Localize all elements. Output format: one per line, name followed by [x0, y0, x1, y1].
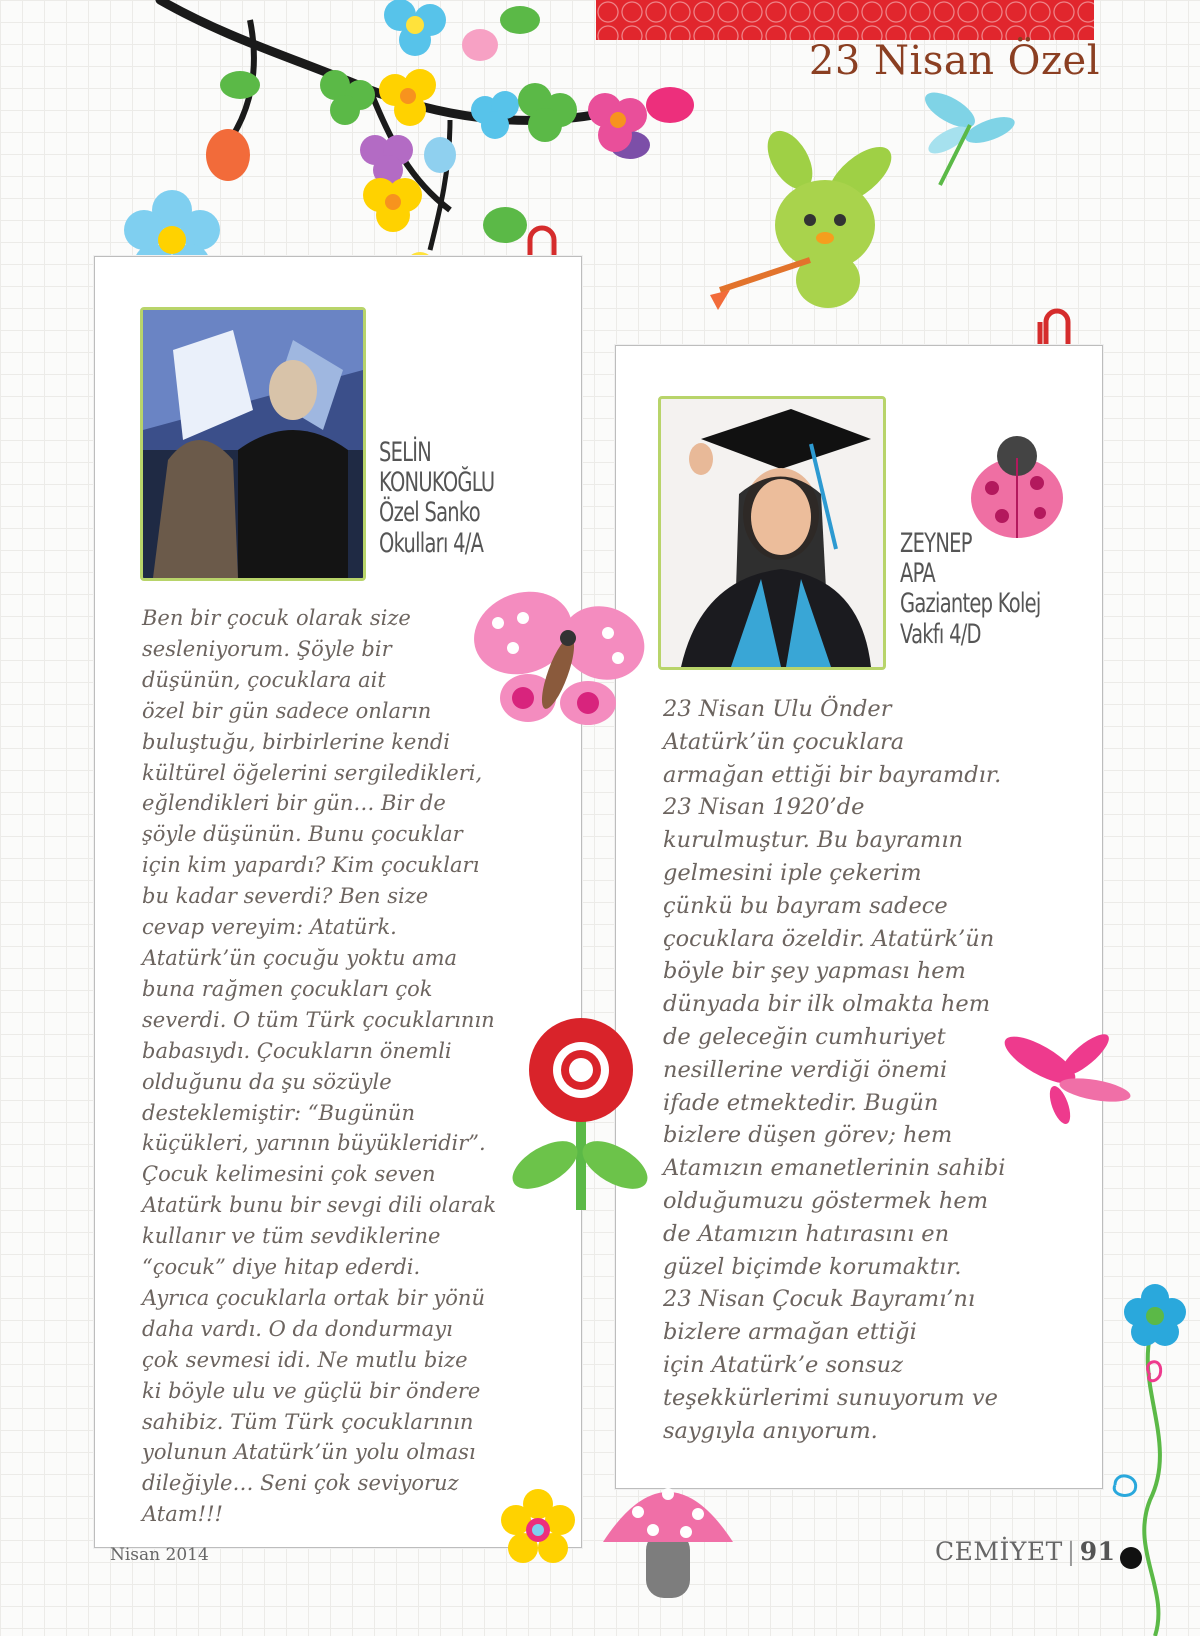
butterfly-icon [468, 588, 648, 738]
author-photo-1 [140, 307, 366, 581]
author-class: Okulları 4/A [379, 527, 484, 559]
bunny-icon [710, 130, 910, 320]
footer-separator: | [1066, 1537, 1076, 1566]
article-body-2: 23 Nisan Ulu Önder Atatürk’ün çocuklara armağan ettiği bir bayramdır. 23 Nisan 1920’de kurulmuştur. Bu bayramın gelmesini iple çekerim çünkü bu bayram sadece çocuklara özeldir. Atatürk’ün böyle bir şey yapması hem dünyada bir ilk olmakta hem de geleceğin cumhuriyet nesillerine verdiği önemi ifade etmektedir. Bugün bizlere düşen görev; hem Atamızın emanetlerinin sahibi olduğumuzu göstermek hem de Atamızın hatırasını en güzel biçimde korumaktır. 23 Nisan Çocuk Bayramı’nı bizlere armağan ettiği için Atatürk’e sonsuz teşekkürlerimi sunuyorum ve saygıyla anıyorum. [663, 696, 1006, 1444]
section-title: 23 Nisan Özel [808, 38, 1100, 84]
mushroom-icon [598, 1462, 738, 1602]
author-photo-2 [658, 396, 886, 670]
author-last-name: APA [900, 558, 935, 590]
pink-flower-icon [1000, 1020, 1140, 1130]
author-first-name: SELİN [379, 437, 432, 468]
author-school: Gaziantep Kolej [900, 588, 1041, 620]
page-number: 91 [1079, 1537, 1116, 1566]
author-byline-1 [379, 438, 539, 559]
flower-branch-icon [150, 0, 750, 300]
flower-vine-icon [1110, 1280, 1200, 1636]
article-body-1: Ben bir çocuk olarak size sesleniyorum. Şöyle bir düşünün, çocuklara ait özel bir gün sadece onların buluştuğu, birbirlerine kendi kültürel öğelerini sergiledikleri, eğlendikleri bir gün… Bir de şöyle düşünün. Bunu çocuklar için kim yapardı? Kim çocukları bu kadar severdi? Ben size cevap vereyim: Atatürk. Atatürk’ün çocuğu yoktu ama buna rağmen çocukları çok severdi. O tüm Türk çocuklarının babasıydı. Çocukların önemli olduğunu da şu sözüyle desteklemiştir: “Bugünün küçükleri, yarının büyükleridir”. Çocuk kelimesini çok seven Atatürk bunu bir sevgi dili olarak kullanır ve tüm sevdiklerine “çocuk” diye hitap ederdi. Ayrıca çocuklarla ortak bir yönü daha vardı. O da dondurmayı çok sevmesi idi. Ne mutlu bize ki böyle ulu ve güçlü bir öndere sahibiz. Tüm Türk çocuklarının yolunun Atatürk’ün yolu olması dileğiyle… Seni çok seviyoruz Atam!!! [142, 606, 497, 1527]
author-last-name: KONUKOĞLU [379, 467, 495, 499]
footer-date: Nisan 2014 [110, 1545, 209, 1565]
poppy-flower-icon [510, 1015, 650, 1215]
author-first-name: ZEYNEP [900, 528, 972, 559]
black-dot-icon [1118, 1545, 1144, 1571]
small-flower-icon [498, 1488, 578, 1568]
footer-page-info [935, 1537, 1116, 1566]
author-school: Özel Sanko [379, 497, 480, 529]
dragonfly-icon [920, 85, 1020, 195]
magazine-name: CEMİYET [935, 1537, 1063, 1566]
ladybug-icon [962, 428, 1072, 548]
author-class: Vakfı 4/D [900, 618, 981, 650]
